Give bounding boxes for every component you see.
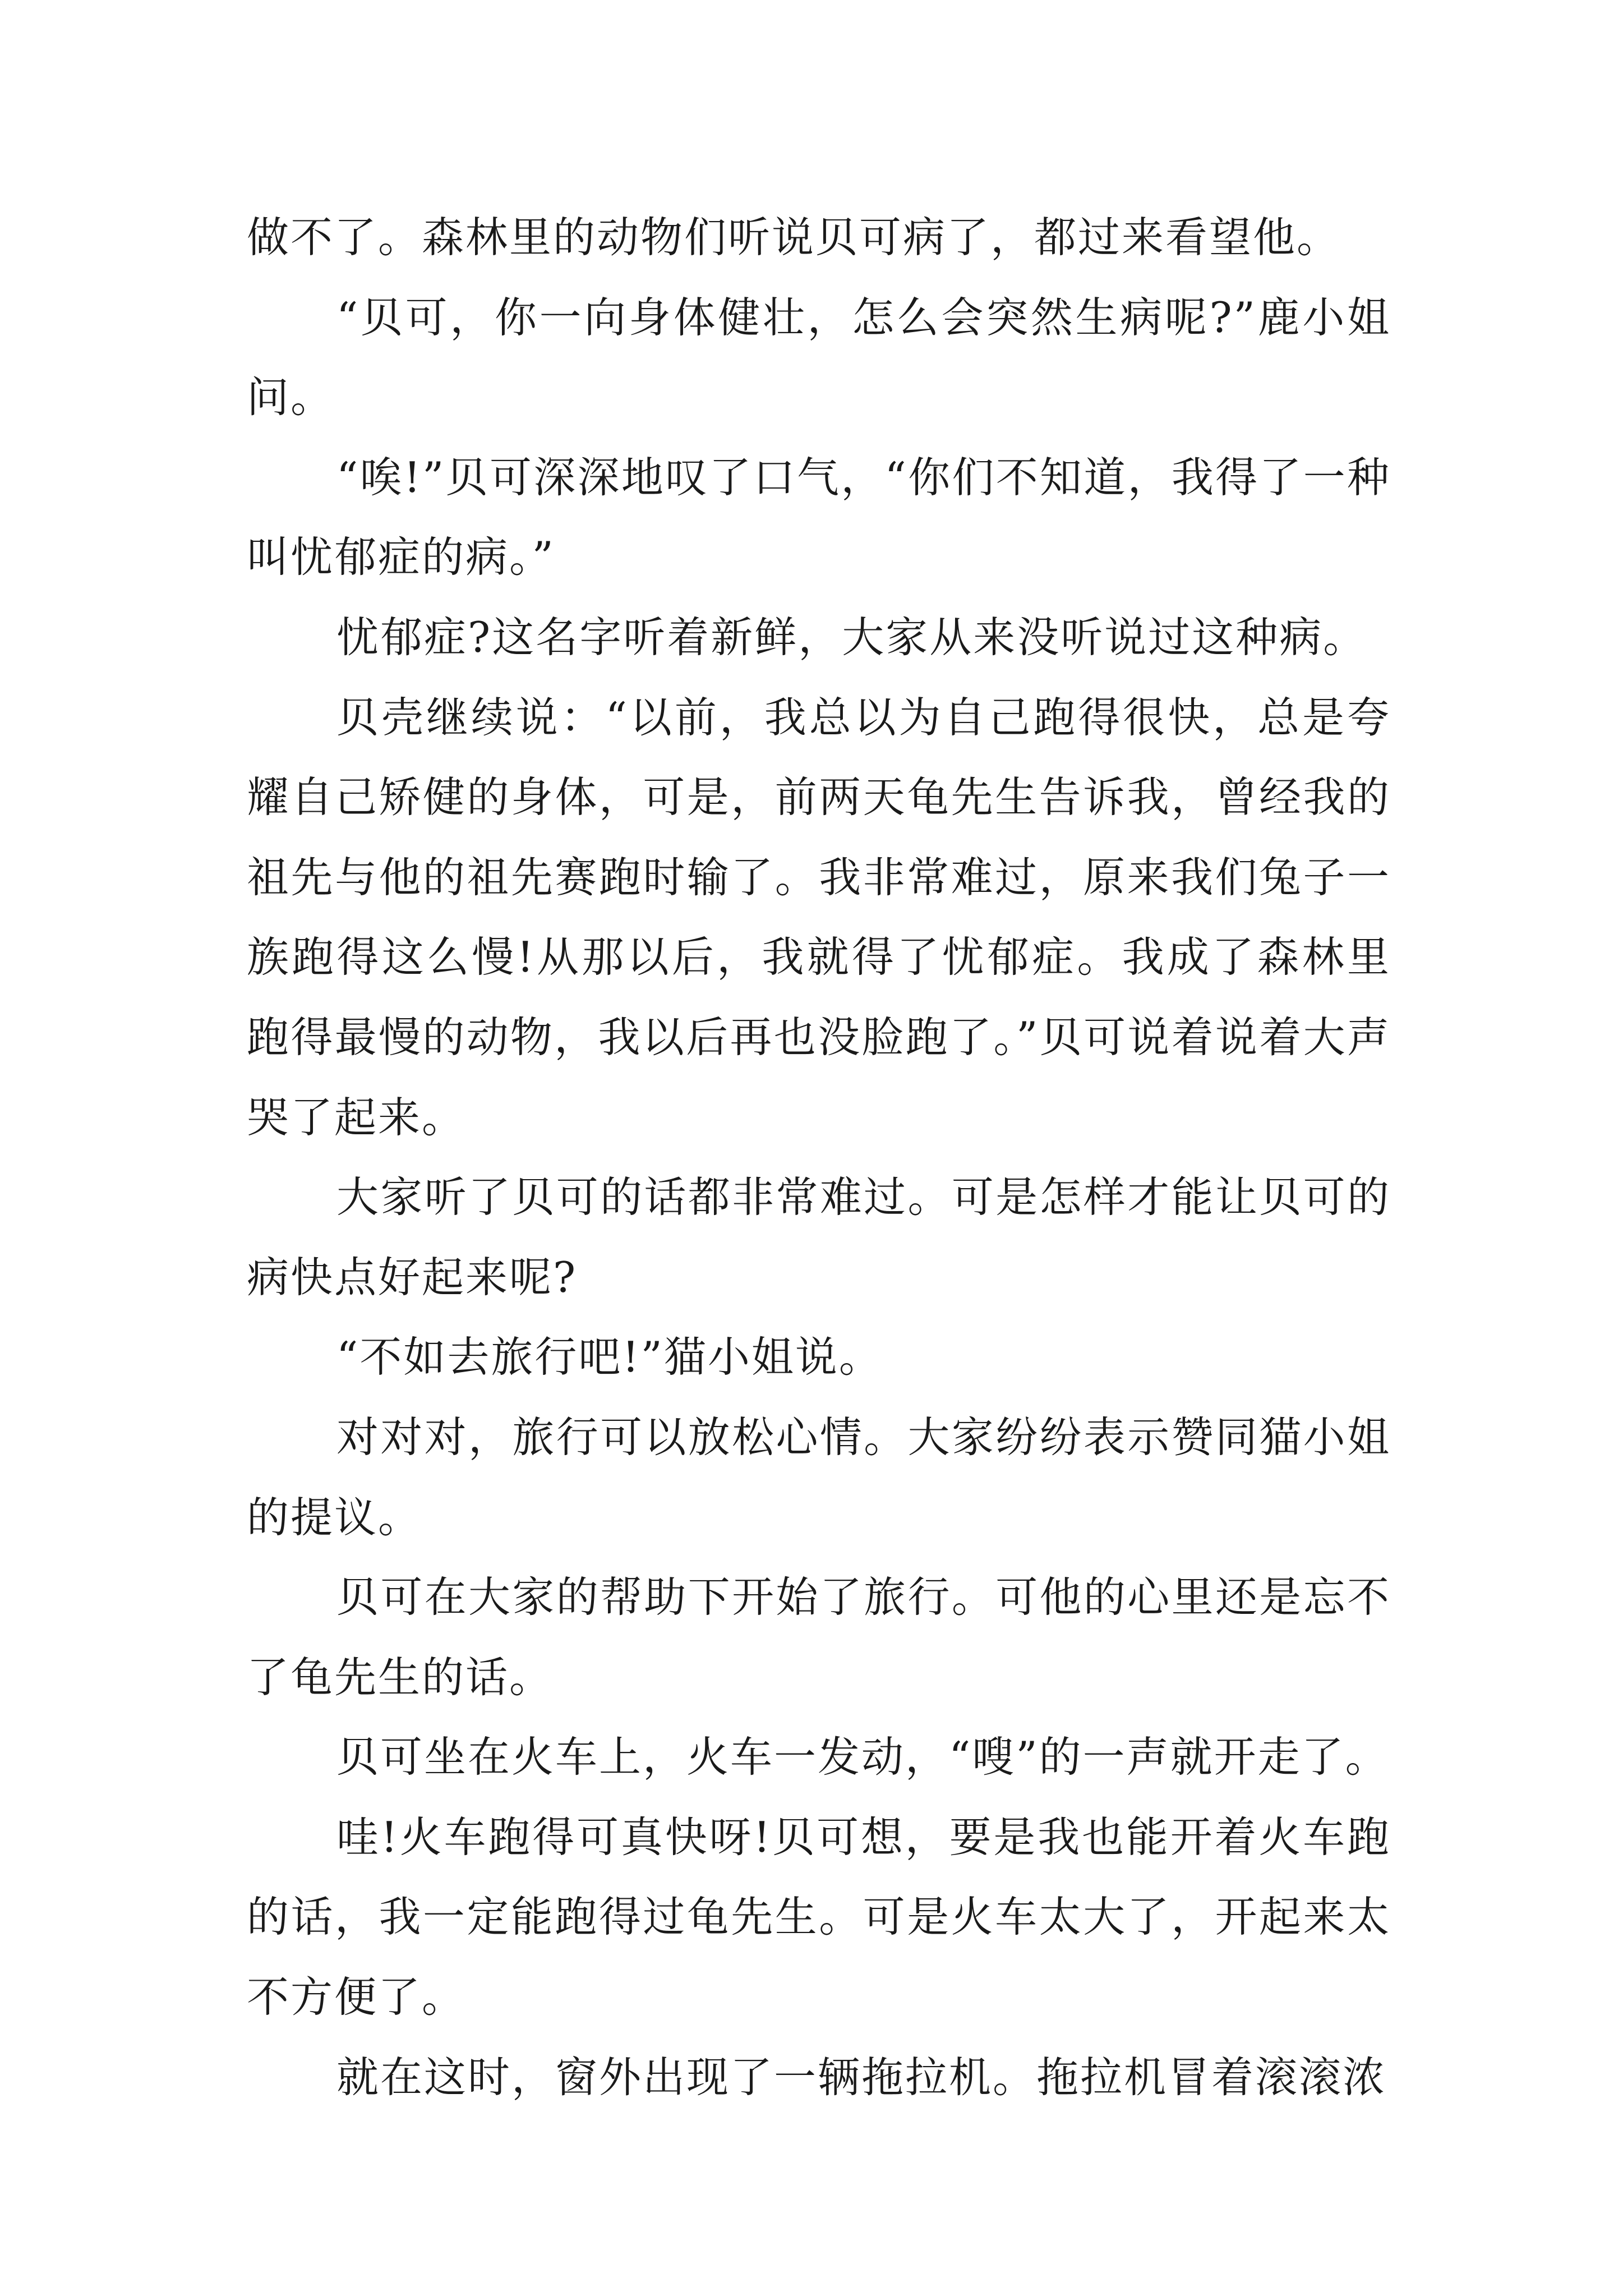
paragraph-2: “贝可，你一向身体健壮，怎么会突然生病呢?”鹿小姐问。 [247, 292, 1391, 422]
paragraph-3: “唉!”贝可深深地叹了口气，“你们不知道，我得了一种叫忧郁症的病。” [247, 452, 1391, 582]
paragraph-6: 大家听了贝可的话都非常难过。可是怎样才能让贝可的病快点好起来呢? [247, 1172, 1391, 1302]
paragraph-12: 就在这时，窗外出现了一辆拖拉机。拖拉机冒着滚滚浓 [336, 2052, 1387, 2102]
paragraph-8: 对对对，旅行可以放松心情。大家纷纷表示赞同猫小姐的提议。 [247, 1412, 1391, 1542]
paragraph-7: “不如去旅行吧!”猫小姐说。 [336, 1332, 883, 1382]
paragraph-11: 哇!火车跑得可真快呀!贝可想，要是我也能开着火车跑的话，我一定能跑得过龟先生。可是火车太大了，开起来太不方便了。 [247, 1812, 1391, 2022]
paragraph-1: 做不了。森林里的动物们听说贝可病了，都过来看望他。 [247, 213, 1341, 262]
document-body [247, 197, 1391, 2117]
paragraph-4: 忧郁症?这名字听着新鲜，大家从来没听说过这种病。 [336, 612, 1367, 662]
paragraph-10: 贝可坐在火车上，火车一发动，“嗖”的一声就开走了。 [336, 1732, 1389, 1782]
paragraph-5: 贝壳继续说：“以前，我总以为自己跑得很快，总是夸耀自己矫健的身体，可是，前两天龟先生告诉我，曾经我的祖先与他的祖先赛跑时输了。我非常难过，原来我们兔子一族跑得这么慢!从那以后，我就得了忧郁症。我成了森林里跑得最慢的动物，我以后再也没脸跑了。”贝可说着说着大声哭了起来。 [247, 692, 1391, 1142]
paragraph-9: 贝可在大家的帮助下开始了旅行。可他的心里还是忘不了龟先生的话。 [247, 1572, 1391, 1702]
